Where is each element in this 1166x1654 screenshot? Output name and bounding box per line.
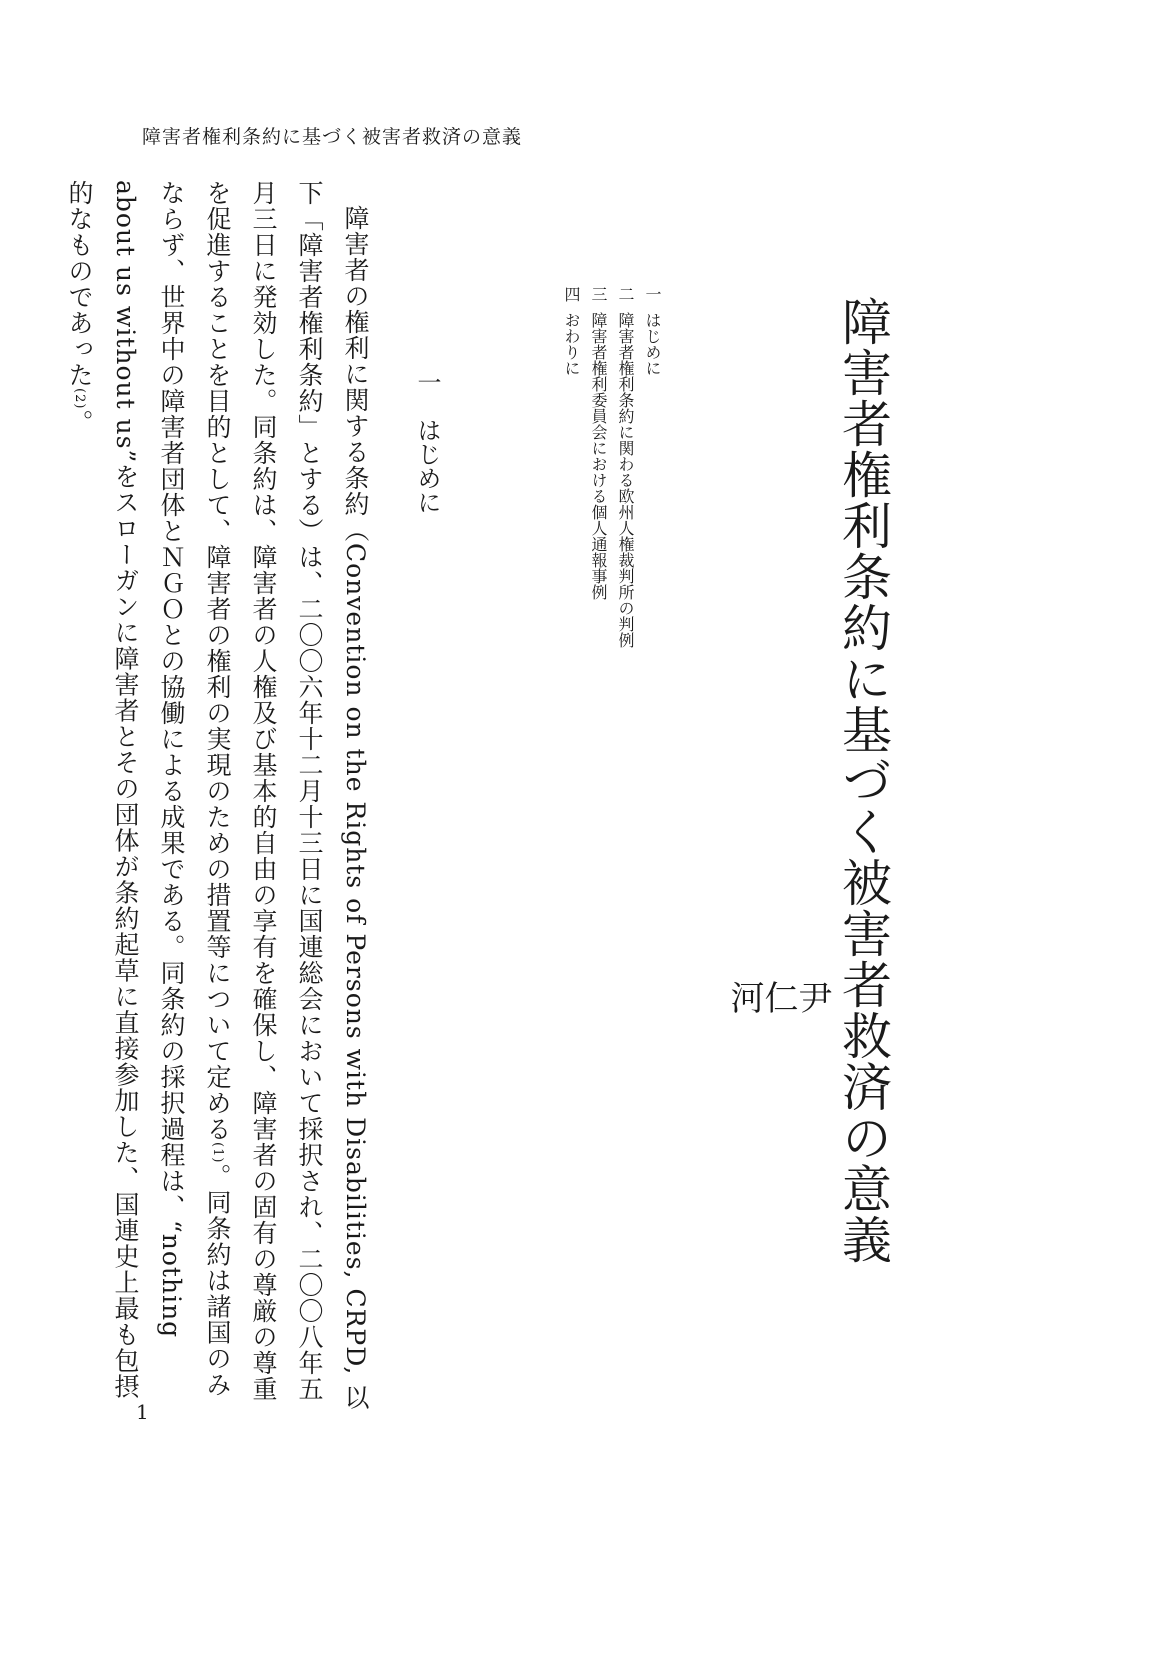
- paragraph-part: 。同条約は諸国のみならず、世界中の障害者団体とＮＧＯとの協働による成果である。同条約の採択過程は、“nothing about us without us”をスローガンに障害者とその団体が条約起草に直接参加した、国連史上最も包摂的なものであった: [65, 180, 232, 1400]
- toc-item: [644, 286, 660, 766]
- toc-item: [590, 286, 606, 766]
- paragraph-part: 。: [65, 409, 94, 436]
- toc-number: 三: [589, 286, 608, 302]
- author-char-3: 河: [724, 980, 764, 1014]
- page-number: 1: [136, 1400, 149, 1424]
- toc-label: 障害者権利条約に関わる欧州人権裁判所の判例: [616, 312, 635, 648]
- author-name: [724, 980, 832, 1226]
- toc-number: 四: [562, 286, 581, 302]
- toc-label: はじめに: [643, 312, 662, 376]
- toc-number: 一: [643, 286, 662, 302]
- body-text: [65, 180, 378, 1420]
- toc-item: [617, 286, 633, 766]
- toc-item: [563, 286, 579, 766]
- paragraph: [56, 180, 378, 1420]
- running-header: 障害者権利条約に基づく被害者救済の意義: [142, 126, 523, 148]
- toc-number: 二: [616, 286, 635, 302]
- toc-label: おわりに: [562, 312, 581, 376]
- table-of-contents: [540, 286, 660, 766]
- footnote-marker: (1): [210, 1142, 225, 1164]
- section-heading: 一 はじめに: [413, 370, 441, 514]
- author-char-2: 仁: [758, 980, 798, 1014]
- toc-label: 障害者権利委員会における個人通報事例: [589, 312, 608, 600]
- paper-title: 障害者権利条約に基づく被害者救済の意義: [834, 296, 892, 1265]
- footnote-marker: (2): [72, 388, 87, 410]
- paragraph-part: 障害者の権利に関する条約（Convention on the Rights of Persons with Disabilities, CRPD, 以下「障害者権利条約」とする）は、二〇〇六年十二月十三日に国連総会において採択され、二〇〇八年五月三日に発効した。同条約は、障害者の人権及び基本的自由の享有を確保し、障害者の固有の尊厳の尊重を促進することを目的として、障害者の権利の実現のための措置等について定める: [203, 180, 370, 1411]
- author-char-1: 尹: [792, 980, 832, 1014]
